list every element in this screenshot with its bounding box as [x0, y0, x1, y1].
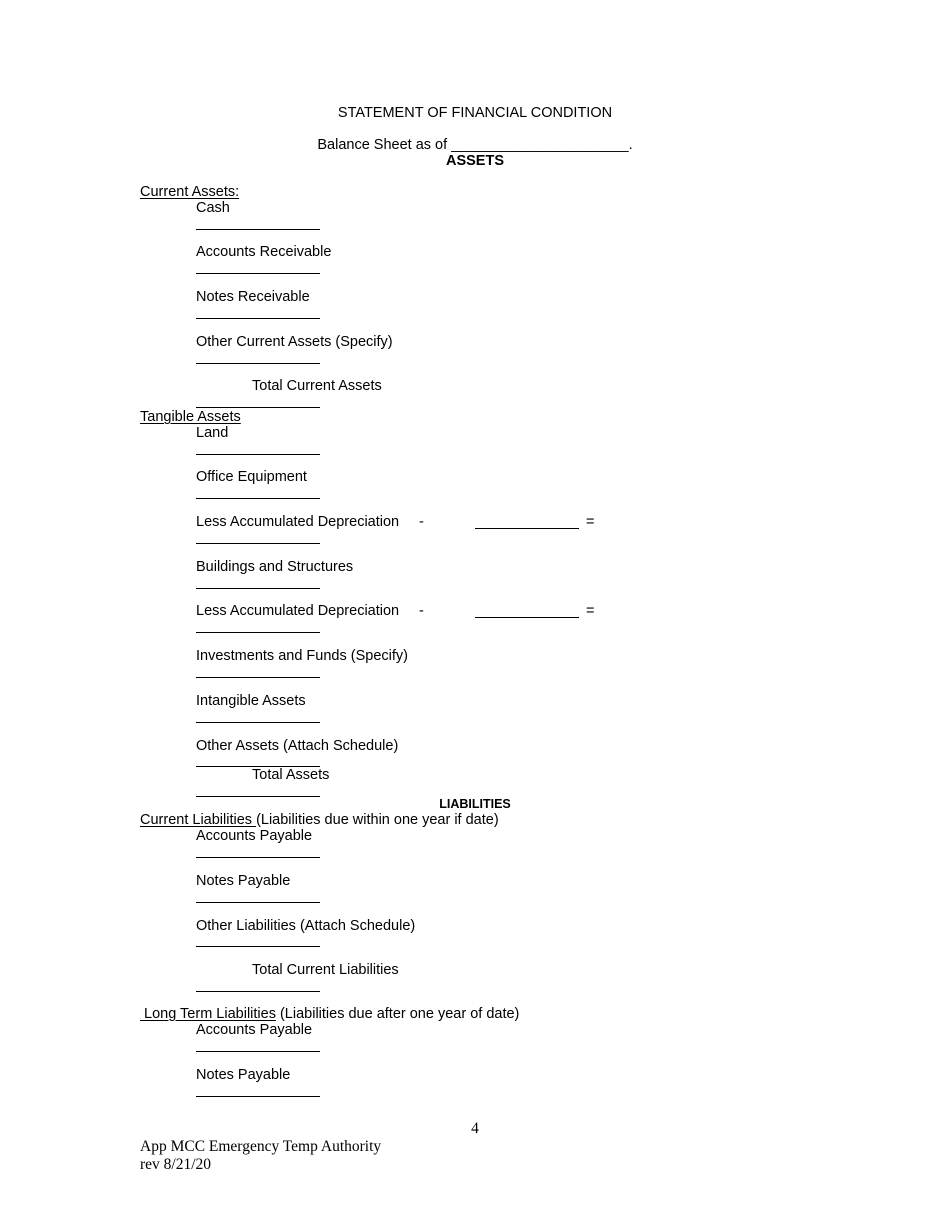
line-item-label: Investments and Funds (Specify): [196, 648, 408, 664]
line-item-label: Notes Payable: [196, 873, 291, 889]
tangible-assets-label: Tangible Assets: [140, 409, 241, 425]
line-item-label: Other Liabilities (Attach Schedule): [196, 918, 416, 934]
intangible-assets-amount-blank[interactable]: [196, 722, 320, 723]
minus-sign: -: [419, 603, 424, 619]
line-item-label: Notes Receivable: [196, 289, 310, 305]
minus-sign: -: [419, 514, 424, 530]
depreciation-amount-blank[interactable]: [475, 617, 579, 618]
assets-heading: ASSETS: [445, 153, 504, 169]
line-item-label: Accounts Receivable: [196, 244, 332, 260]
long-term-liabilities-line: [140, 1006, 519, 1023]
page-title: STATEMENT OF FINANCIAL CONDITION: [337, 105, 613, 121]
line-item-label: Cash: [196, 200, 230, 216]
other-liabilities-amount-blank[interactable]: [196, 946, 320, 947]
line-item-label: Buildings and Structures: [196, 559, 354, 575]
other-current-assets-amount-blank[interactable]: [196, 363, 320, 364]
buildings-amount-blank[interactable]: [196, 588, 320, 589]
line-item-label: Less Accumulated Depreciation: [196, 603, 400, 619]
notes-receivable-amount-blank[interactable]: [196, 318, 320, 319]
line-item-label: Other Current Assets (Specify): [196, 334, 393, 350]
page-number: 4: [471, 1120, 479, 1137]
long-term-accounts-payable-amount-blank[interactable]: [196, 1051, 320, 1052]
total-current-assets-label: Total Current Assets: [252, 378, 382, 394]
current-liabilities-line: [140, 812, 499, 829]
line-item-label: Accounts Payable: [196, 828, 313, 844]
balance-sheet-label: Balance Sheet as of: [317, 137, 452, 153]
line-item-label: Office Equipment: [196, 469, 307, 485]
current-assets-label: Current Assets:: [140, 184, 240, 200]
footer-revision: rev 8/21/20: [140, 1156, 212, 1173]
total-assets-label: Total Assets: [252, 767, 330, 783]
line-item-label: Less Accumulated Depreciation: [196, 514, 400, 530]
long-term-liabilities-label: Long Term Liabilities: [140, 1006, 276, 1022]
total-current-assets-amount-blank[interactable]: [196, 407, 320, 408]
total-current-liabilities-label: Total Current Liabilities: [252, 962, 399, 978]
depreciation-amount-blank[interactable]: [475, 528, 579, 529]
net-equipment-amount-blank[interactable]: [196, 543, 320, 544]
notes-payable-amount-blank[interactable]: [196, 902, 320, 903]
accounts-receivable-amount-blank[interactable]: [196, 273, 320, 274]
total-current-liabilities-amount-blank[interactable]: [196, 991, 320, 992]
cash-amount-blank[interactable]: [196, 229, 320, 230]
line-item-label: Intangible Assets: [196, 693, 306, 709]
line-item-label: Land: [196, 425, 229, 441]
long-term-liabilities-note: (Liabilities due after one year of date): [275, 1006, 520, 1022]
balance-sheet-period: .: [628, 137, 633, 153]
line-item-label: Accounts Payable: [196, 1022, 313, 1038]
equals-sign: =: [586, 603, 595, 619]
investments-amount-blank[interactable]: [196, 677, 320, 678]
current-liabilities-note: (Liabilities due within one year if date): [256, 812, 499, 828]
accounts-payable-amount-blank[interactable]: [196, 857, 320, 858]
net-buildings-amount-blank[interactable]: [196, 632, 320, 633]
footer-form-name: App MCC Emergency Temp Authority: [140, 1138, 382, 1155]
land-amount-blank[interactable]: [196, 454, 320, 455]
liabilities-heading: LIABILITIES: [439, 797, 511, 811]
line-item-label: Other Assets (Attach Schedule): [196, 738, 399, 754]
line-item-label: Notes Payable: [196, 1067, 291, 1083]
balance-sheet-line: [0, 137, 950, 154]
equals-sign: =: [586, 514, 595, 530]
office-equipment-amount-blank[interactable]: [196, 498, 320, 499]
current-liabilities-label: Current Liabilities: [140, 812, 257, 828]
long-term-notes-payable-amount-blank[interactable]: [196, 1096, 320, 1097]
balance-sheet-date-blank[interactable]: ______________________: [451, 137, 629, 153]
